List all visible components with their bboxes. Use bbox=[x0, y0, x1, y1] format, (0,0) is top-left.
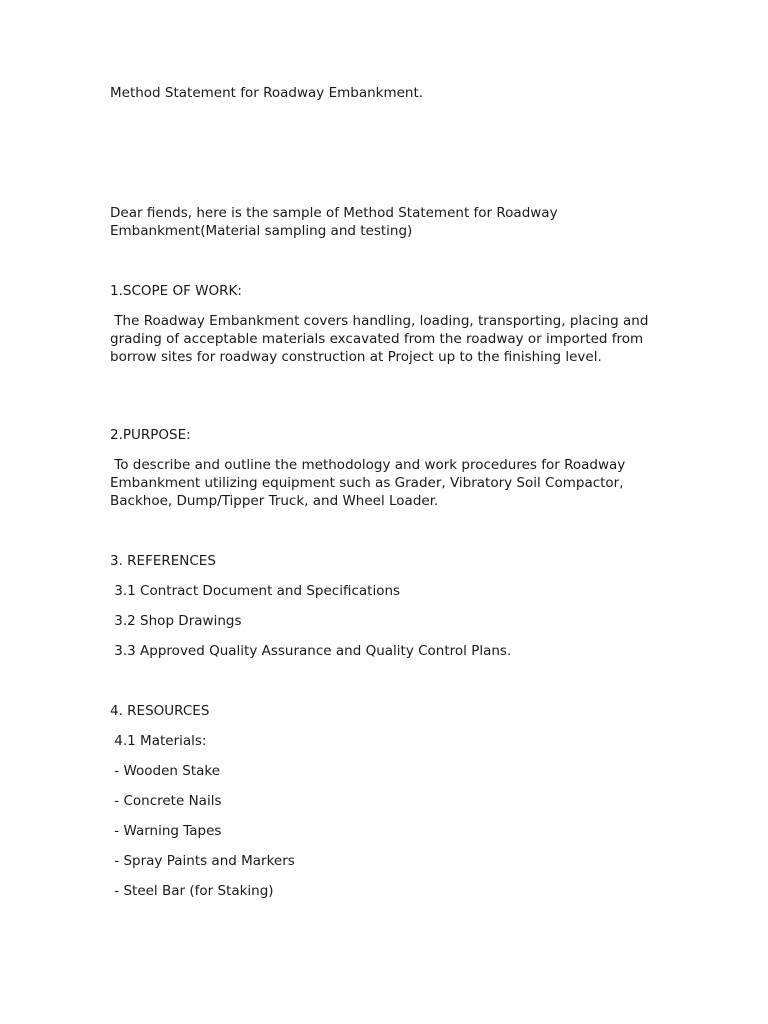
intro-paragraph: Dear fiends, here is the sample of Method Statement for Roadway Embankment(Material sampling and testing) bbox=[110, 205, 562, 239]
reference-item: 3.2 Shop Drawings bbox=[110, 613, 242, 629]
material-item: - Wooden Stake bbox=[110, 763, 221, 779]
material-item: - Spray Paints and Markers bbox=[110, 853, 295, 869]
material-item: - Concrete Nails bbox=[110, 793, 222, 809]
reference-item: 3.1 Contract Document and Specifications bbox=[110, 583, 401, 599]
material-item: - Steel Bar (for Staking) bbox=[110, 883, 274, 899]
material-item: - Warning Tapes bbox=[110, 823, 222, 839]
reference-item: 3.3 Approved Quality Assurance and Quality Control Plans. bbox=[110, 643, 512, 659]
scope-heading: 1.SCOPE OF WORK: bbox=[110, 283, 242, 299]
purpose-paragraph: To describe and outline the methodology and work procedures for Roadway Embankment utilizing equipment such as Grader, Vibratory Soil Compactor, Backhoe, Dump/Tipper Truck, and Wheel Loader. bbox=[110, 457, 630, 509]
resources-heading: 4. RESOURCES bbox=[110, 703, 210, 719]
scope-paragraph: The Roadway Embankment covers handling, loading, transporting, placing and grading of acceptable materials excavated from the roadway or imported from borrow sites for roadway construction at Project up to the finishing level. bbox=[110, 313, 653, 365]
materials-subheading: 4.1 Materials: bbox=[110, 733, 207, 749]
document-title: Method Statement for Roadway Embankment. bbox=[110, 85, 424, 101]
purpose-heading: 2.PURPOSE: bbox=[110, 427, 191, 443]
references-heading: 3. REFERENCES bbox=[110, 553, 216, 569]
